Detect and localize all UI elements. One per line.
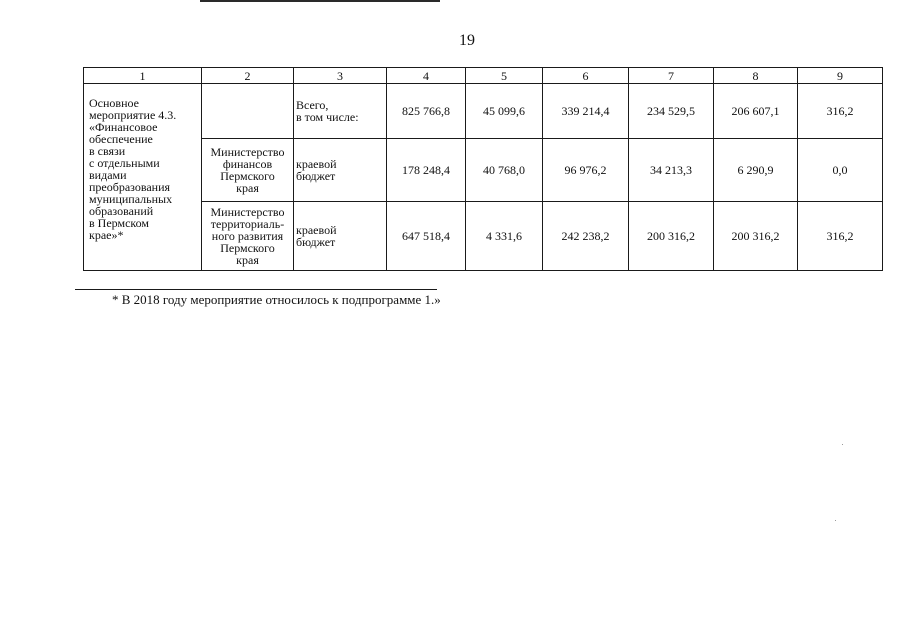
event-name-line: мероприятие 4.3. (89, 108, 177, 122)
value-cell: 316,2 (798, 84, 883, 139)
value-cell: 200 316,2 (629, 202, 714, 271)
funding-source-cell (294, 139, 387, 202)
funding-source-line: краевой (296, 223, 337, 237)
page-number: 19 (459, 32, 475, 49)
event-name-line: крае»* (89, 228, 124, 242)
executor-line: края (236, 181, 259, 195)
value-cell: 242 238,2 (543, 202, 629, 271)
funding-source-line: бюджет (296, 235, 336, 249)
funding-source-line: краевой (296, 157, 337, 171)
event-name-line: преобразования (89, 180, 171, 194)
event-name-line: с отдельными (89, 156, 160, 170)
value-cell: 234 529,5 (629, 84, 714, 139)
executor-line: Министерство (210, 145, 285, 159)
table-row (84, 84, 883, 139)
event-name-line: «Финансовое (89, 120, 158, 134)
value-cell: 825 766,8 (387, 84, 466, 139)
funding-source-line: в том числе: (296, 110, 359, 124)
header-cell: 8 (714, 68, 798, 84)
value-cell: 200 316,2 (714, 202, 798, 271)
header-cell: 1 (84, 68, 202, 84)
value-cell: 34 213,3 (629, 139, 714, 202)
value-cell: 6 290,9 (714, 139, 798, 202)
table-row (84, 139, 883, 202)
executor-line: Пермского (220, 169, 275, 183)
event-name-line: в Пермском (89, 216, 149, 230)
value-cell: 339 214,4 (543, 84, 629, 139)
event-name-line: видами (89, 168, 127, 182)
scan-speck (842, 444, 843, 445)
executor-line: Пермского (220, 241, 275, 255)
value-cell: 178 248,4 (387, 139, 466, 202)
executor-cell-empty (202, 84, 294, 139)
header-cell: 2 (202, 68, 294, 84)
funding-source-line: Всего, (296, 98, 329, 112)
value-cell: 316,2 (798, 202, 883, 271)
event-name-line: образований (89, 204, 154, 218)
value-cell: 647 518,4 (387, 202, 466, 271)
header-cell: 4 (387, 68, 466, 84)
funding-source-cell (294, 84, 387, 139)
event-name-cell (84, 84, 202, 271)
executor-line: ного развития (211, 229, 284, 243)
funding-source-cell (294, 202, 387, 271)
header-cell: 3 (294, 68, 387, 84)
executor-line: территориаль- (210, 217, 285, 231)
scan-speck (835, 520, 836, 521)
executor-line: края (236, 253, 259, 267)
header-cell: 9 (798, 68, 883, 84)
value-cell: 96 976,2 (543, 139, 629, 202)
value-cell: 0,0 (798, 139, 883, 202)
budget-table (83, 67, 883, 271)
funding-source-line: бюджет (296, 169, 336, 183)
table-row (84, 202, 883, 271)
value-cell: 4 331,6 (466, 202, 543, 271)
header-cell: 5 (466, 68, 543, 84)
header-cell: 6 (543, 68, 629, 84)
event-name-line: в связи (89, 144, 126, 158)
executor-cell (202, 202, 294, 271)
executor-line: Министерство (210, 205, 285, 219)
header-cell: 7 (629, 68, 714, 84)
event-name-line: обеспечение (89, 132, 153, 146)
value-cell: 45 099,6 (466, 84, 543, 139)
executor-line: финансов (222, 157, 273, 171)
value-cell: 40 768,0 (466, 139, 543, 202)
event-name-line: Основное (89, 96, 139, 110)
event-name-line: муниципальных (89, 192, 173, 206)
value-cell: 206 607,1 (714, 84, 798, 139)
executor-cell (202, 139, 294, 202)
footnote-text: * В 2018 году мероприятие относилось к подпрограмме 1.» (112, 292, 441, 307)
scan-edge-line (200, 0, 440, 2)
table-header-row (84, 68, 883, 84)
footnote-separator (75, 289, 437, 290)
